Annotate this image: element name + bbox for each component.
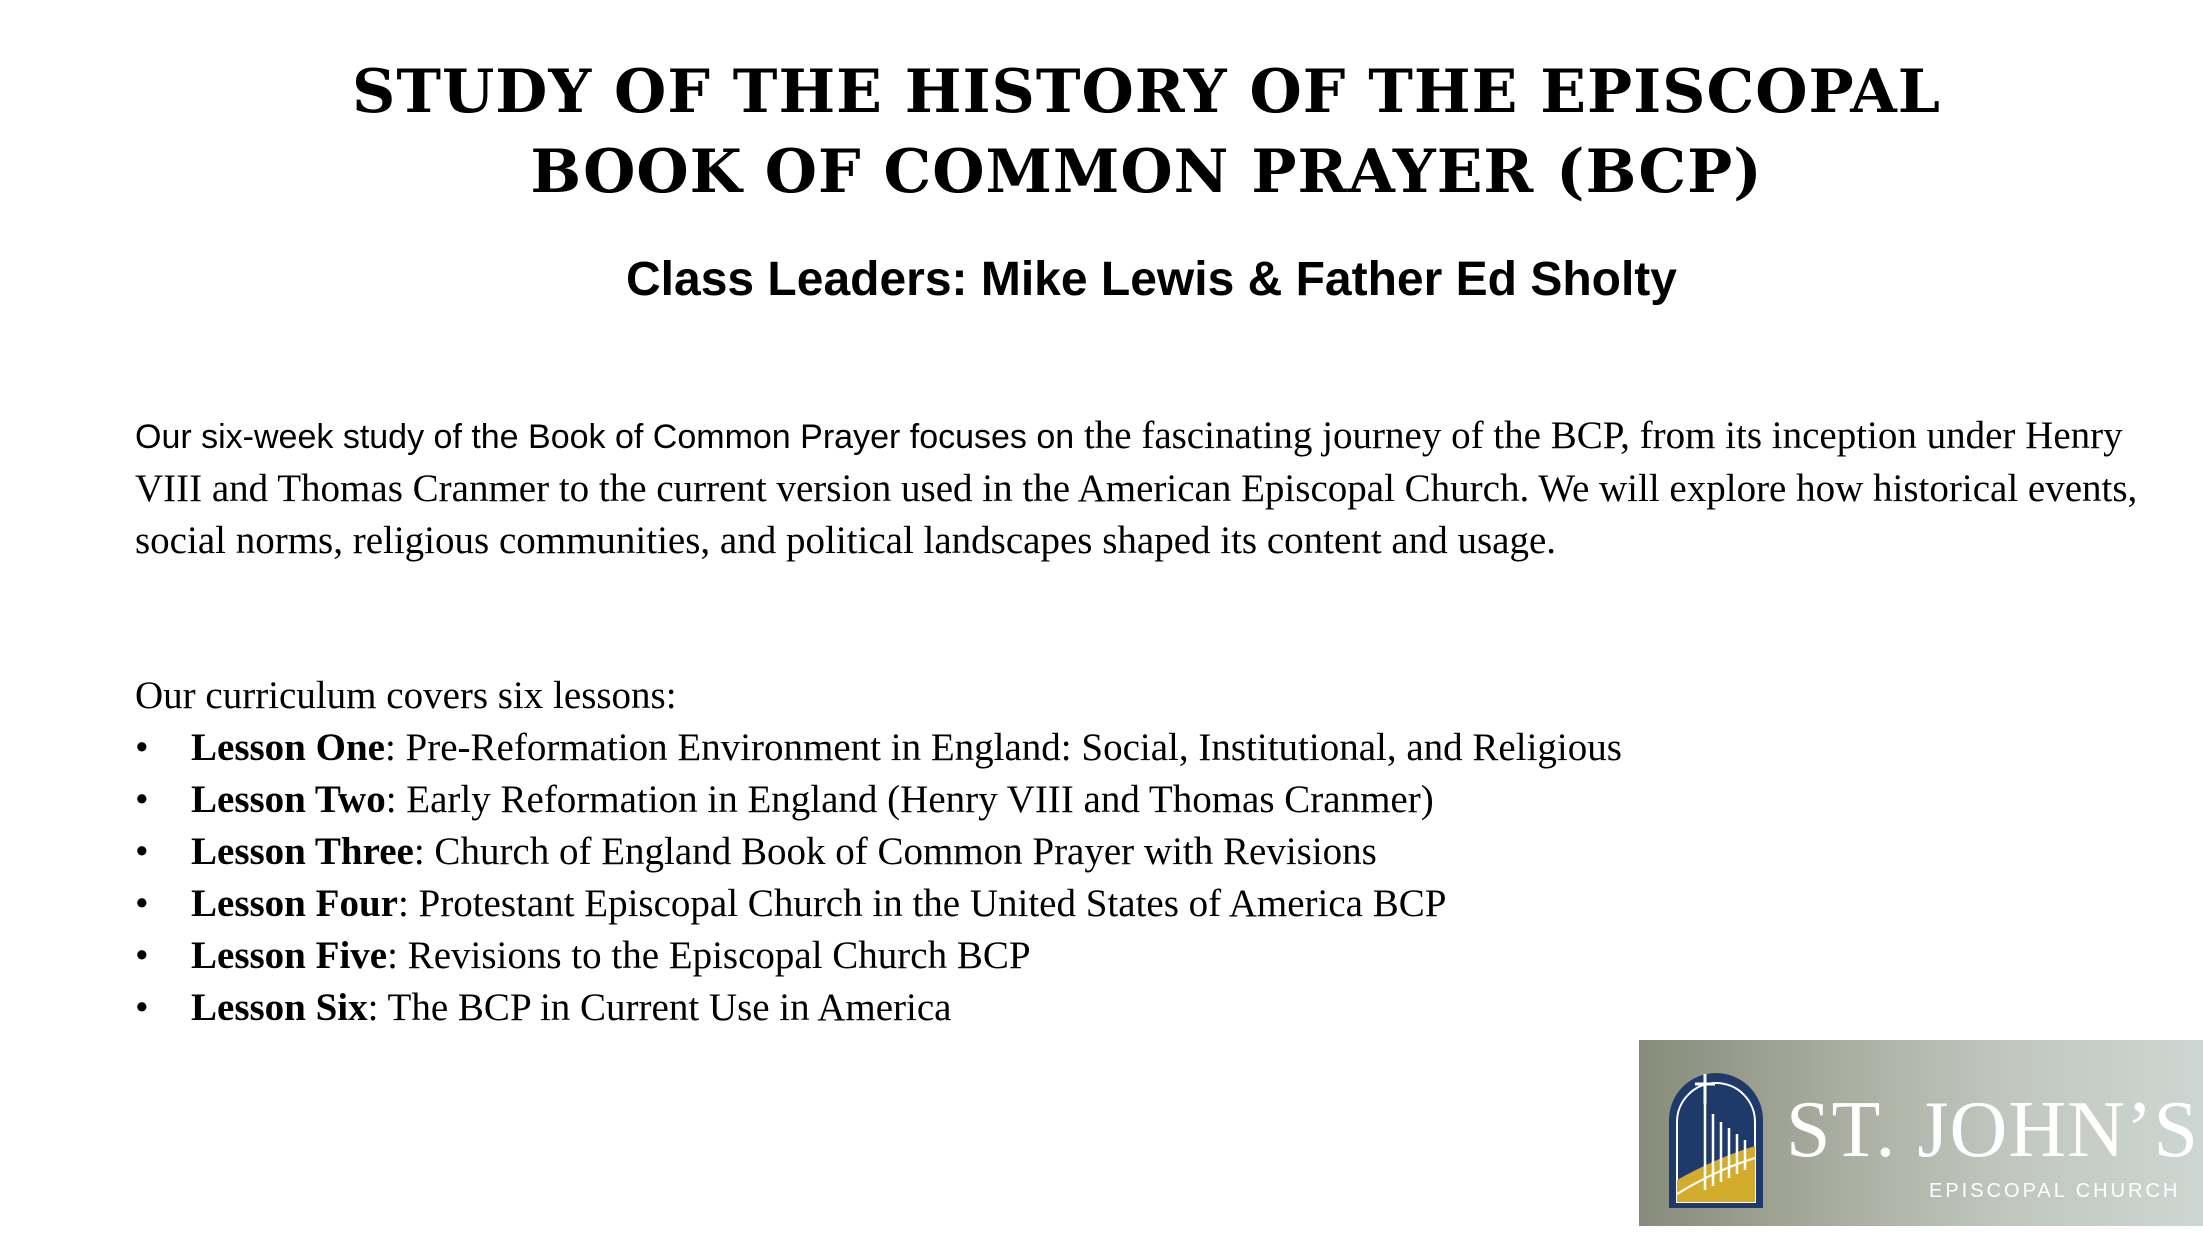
bullet-icon: • [135, 934, 149, 977]
list-item [135, 774, 2175, 826]
bullet-icon: • [135, 986, 149, 1029]
lesson-description: : Church of England Book of Common Prayer with Revisions [413, 830, 1377, 873]
bullet-icon: • [135, 882, 149, 925]
list-item [135, 878, 2175, 930]
lesson-name: Lesson One [191, 726, 385, 769]
lesson-name: Lesson Five [191, 934, 388, 977]
list-item [135, 722, 2175, 774]
title-line-1: STUDY OF THE HISTORY OF THE EPISCOPAL [352, 57, 1941, 127]
lesson-description: : Early Reformation in England (Henry VIII and Thomas Cranmer) [385, 778, 1434, 821]
list-item [135, 826, 2175, 878]
lesson-description: : Revisions to the Episcopal Church BCP [387, 934, 1031, 977]
page-title [0, 52, 2203, 212]
intro-paragraph [135, 410, 2175, 567]
lesson-description: : The BCP in Current Use in America [367, 986, 952, 1029]
lesson-description: : Protestant Episcopal Church in the United States of America BCP [397, 882, 1447, 925]
intro-lead-in: Our six-week study of the Book of Common Prayer focuses on [135, 418, 1075, 456]
lesson-name: Lesson Four [191, 882, 398, 925]
lesson-name: Lesson Two [191, 778, 386, 821]
bullet-icon: • [135, 830, 149, 873]
curriculum-intro: Our curriculum covers six lessons: [135, 674, 677, 717]
curriculum-section [135, 670, 2175, 1034]
lesson-name: Lesson Six [191, 986, 368, 1029]
bullet-icon: • [135, 726, 149, 769]
bullet-icon: • [135, 778, 149, 821]
list-item [135, 930, 2175, 982]
lesson-list [135, 722, 2175, 1034]
lesson-name: Lesson Three [191, 830, 414, 873]
logo-wordmark: ST. JOHN’S [1786, 1086, 2200, 1174]
intro-rest: the fascinating journey of the BCP, from its inception under Henry VIII and Thomas Cranmer to the current version used in the American Episcopal Church. We will explore how historical events, social norms, religious communities, and political landscapes shaped its content and usage. [135, 414, 2138, 562]
class-leaders: Class Leaders: Mike Lewis & Father Ed Sholty [626, 253, 1677, 306]
church-arch-icon [1661, 1062, 1771, 1212]
title-line-2: BOOK OF COMMON PRAYER (BCP) [530, 137, 1763, 207]
logo-subtitle: EPISCOPAL CHURCH [1929, 1180, 2181, 1202]
lesson-description: : Pre-Reformation Environment in England: Social, Institutional, and Religious [384, 726, 1622, 769]
list-item [135, 982, 2175, 1034]
church-logo [1639, 1040, 2203, 1226]
